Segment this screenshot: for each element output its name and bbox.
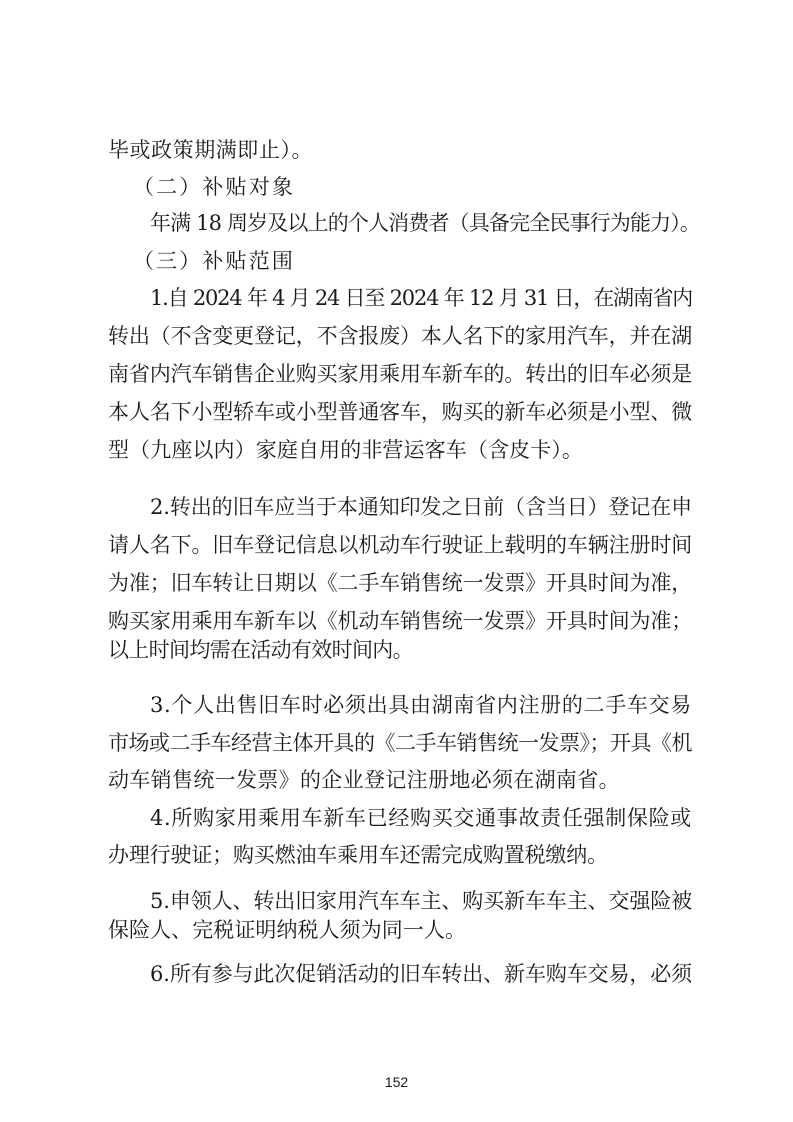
text-line: [0, 428, 793, 472]
text-line-content: 为准；旧车转让日期以《二手车销售统一发票》开具时间为准，: [108, 571, 693, 595]
text-line-content: 保险人、完税证明纳税人须为同一人。: [108, 918, 467, 942]
text-line-content: 5.申领人、转出旧家用汽车车主、购买新车车主、交强险被: [150, 889, 693, 913]
text-line-content: 6.所有参与此次促销活动的旧车转出、新车购车交易，必须: [150, 962, 693, 986]
text-line: [0, 952, 793, 996]
text-line-content: 请人名下。旧车登记信息以机动车行驶证上载明的车辆注册时间: [108, 533, 693, 557]
text-line-content: 购买家用乘用车新车以《机动车销售统一发票》开具时间为准；: [108, 609, 693, 633]
text-line-content: 4.所购家用乘用车新车已经购买交通事故责任强制保险或: [150, 806, 692, 830]
text-line-content: 毕或政策期满即止）。: [108, 138, 313, 162]
text-line: [0, 833, 793, 877]
text-line-content: （三）补贴范围: [133, 249, 295, 273]
text-line: [0, 908, 793, 952]
text-line-content: 转出（不含变更登记，不含报废）本人名下的家用汽车，并在湖: [108, 324, 693, 348]
text-line-content: 型（九座以内）家庭自用的非营运客车（含皮卡）。: [108, 438, 584, 462]
text-line-content: 市场或二手车经营主体开具的《二手车销售统一发票》；开具《机: [108, 731, 692, 755]
page-number: 152: [384, 1074, 409, 1090]
text-line-content: 以上时间均需在活动有效时间内。: [108, 638, 413, 662]
text-line-content: 办理行驶证；购买燃油车乘用车还需完成购置税缴纳。: [108, 843, 608, 867]
text-line-content: 3.个人出售旧车时必须出具由湖南省内注册的二手车交易: [150, 693, 692, 717]
text-line-content: 2.转出的旧车应当于本通知印发之日前（含当日）登记在申: [150, 495, 693, 519]
text-line-content: 1.自 2024 年 4 月 24 日至 2024 年 12 月 31 日，在湖南省内: [150, 286, 693, 310]
text-line-content: 本人名下小型轿车或小型普通客车，购买的新车必须是小型、微: [108, 400, 693, 424]
text-line-content: 动车销售统一发票》的企业登记注册地必须在湖南省。: [108, 768, 620, 792]
text-line-content: 南省内汽车销售企业购买家用乘用车新车的。转出的旧车必须是: [108, 362, 693, 386]
text-line-content: 年满 18 周岁及以上的个人消费者（具备完全民事行为能力）。: [150, 211, 701, 235]
text-line-content: （二）补贴对象: [133, 175, 295, 199]
text-line: [0, 628, 793, 672]
